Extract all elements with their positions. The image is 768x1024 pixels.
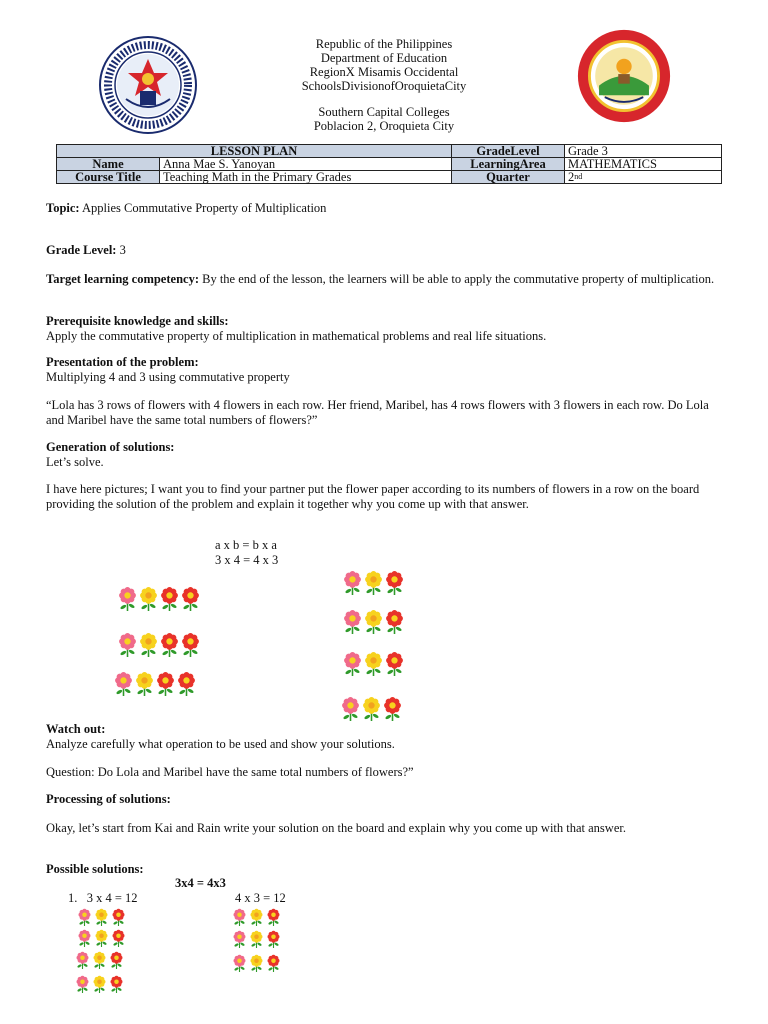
flower-icon bbox=[232, 908, 247, 926]
grade-line bbox=[46, 243, 726, 258]
quarter-suffix: nd bbox=[574, 172, 583, 181]
header-line: RegionX Misamis Occidental bbox=[309, 65, 459, 79]
grade-text: 3 bbox=[119, 243, 126, 257]
flower-icon bbox=[361, 696, 382, 721]
flower-icon bbox=[249, 954, 264, 972]
flower-icon bbox=[92, 975, 107, 993]
processing-text: Okay, let’s start from Kai and Rain write your solution on the board and explain why you come up with that answer. bbox=[46, 821, 626, 835]
flower-row bbox=[232, 930, 283, 948]
solution-equation-1: 3 x 4 = 12 bbox=[86, 891, 138, 905]
flower-icon bbox=[113, 671, 134, 696]
flower-icon bbox=[109, 975, 124, 993]
flower-row bbox=[77, 908, 128, 926]
grade-level-value: Grade 3 bbox=[565, 145, 722, 158]
target-label: Target learning competency: bbox=[46, 272, 199, 286]
flower-row bbox=[117, 586, 201, 611]
lesson-info-table bbox=[56, 144, 722, 184]
flower-row bbox=[113, 671, 197, 696]
topic-label: Topic: bbox=[46, 201, 80, 215]
flower-icon bbox=[75, 975, 90, 993]
flower-icon bbox=[384, 651, 405, 676]
flower-row bbox=[340, 696, 403, 721]
prereq-label: Prerequisite knowledge and skills: bbox=[46, 314, 229, 328]
equation-line-2: 3 x 4 = 4 x 3 bbox=[215, 552, 279, 567]
flower-row bbox=[117, 632, 201, 657]
watch-text: Analyze carefully what operation to be used and show your solutions. bbox=[46, 736, 395, 751]
flower-icon bbox=[75, 951, 90, 969]
flower-icon bbox=[342, 609, 363, 634]
course-title-value: Teaching Math in the Primary Grades bbox=[160, 171, 452, 184]
topic-line bbox=[46, 201, 726, 216]
grade-label: Grade Level: bbox=[46, 243, 117, 257]
flower-icon bbox=[340, 696, 361, 721]
generation-text: Let’s solve. bbox=[46, 454, 104, 469]
presentation-section bbox=[46, 355, 726, 384]
flower-icon bbox=[77, 908, 92, 926]
quarter-cell bbox=[565, 171, 722, 184]
flower-icon bbox=[384, 570, 405, 595]
flower-row bbox=[342, 570, 405, 595]
flower-icon bbox=[109, 951, 124, 969]
equations bbox=[215, 538, 278, 567]
flower-icon bbox=[77, 929, 92, 947]
header-line: SchoolsDivisionofOroquietaCity bbox=[301, 79, 467, 93]
flower-icon bbox=[94, 929, 109, 947]
solution-number: 1. bbox=[68, 891, 78, 905]
solution-equation-2: 4 x 3 = 12 bbox=[235, 891, 286, 905]
watch-label: Watch out: bbox=[46, 722, 106, 736]
possible-label-line bbox=[46, 862, 726, 877]
prereq-text: Apply the commutative property of multiplication in mathematical problems and real life situations. bbox=[46, 328, 547, 343]
lesson-plan-heading: LESSON PLAN bbox=[57, 145, 452, 158]
presentation-text: Multiplying 4 and 3 using commutative property bbox=[46, 369, 290, 384]
flower-row bbox=[232, 954, 283, 972]
target-paragraph bbox=[46, 272, 726, 287]
flower-icon bbox=[266, 930, 281, 948]
generation-instructions: I have here pictures; I want you to find your partner put the flower paper according to its numbers of flowers in a row on the board providing the solution of the problem and explain it together why you come up with that answer. bbox=[46, 482, 700, 511]
processing-label: Processing of solutions: bbox=[46, 792, 171, 806]
school-name: Southern Capital Colleges bbox=[318, 105, 450, 119]
course-title-label: Course Title bbox=[57, 171, 160, 184]
flower-icon bbox=[138, 632, 159, 657]
flower-icon bbox=[363, 651, 384, 676]
flower-row bbox=[77, 929, 128, 947]
flower-icon bbox=[159, 586, 180, 611]
prereq-section bbox=[46, 314, 726, 343]
flower-icon bbox=[111, 929, 126, 947]
header-line: Republic of the Philippines bbox=[315, 37, 453, 51]
flower-icon bbox=[363, 570, 384, 595]
deped-seal-icon bbox=[98, 35, 198, 135]
flower-icon bbox=[180, 586, 201, 611]
flower-icon bbox=[249, 908, 264, 926]
learning-area-value: MATHEMATICS bbox=[565, 158, 722, 171]
solution-item-1 bbox=[68, 891, 138, 906]
flower-icon bbox=[117, 632, 138, 657]
flower-row bbox=[342, 609, 405, 634]
flower-icon bbox=[180, 632, 201, 657]
flower-icon bbox=[111, 908, 126, 926]
flower-icon bbox=[266, 908, 281, 926]
flower-icon bbox=[266, 954, 281, 972]
flower-icon bbox=[92, 951, 107, 969]
flower-icon bbox=[138, 586, 159, 611]
equation-line-1: a x b = b x a bbox=[215, 538, 277, 552]
flower-icon bbox=[342, 570, 363, 595]
flower-icon bbox=[382, 696, 403, 721]
watch-question: Question: Do Lola and Maribel have the same total numbers of flowers?” bbox=[46, 765, 414, 779]
name-label: Name bbox=[57, 158, 160, 171]
flower-icon bbox=[384, 609, 405, 634]
quarter-label: Quarter bbox=[452, 171, 565, 184]
name-value: Anna Mae S. Yanoyan bbox=[160, 158, 452, 171]
flower-row bbox=[75, 975, 126, 993]
problem-quote: “Lola has 3 rows of flowers with 4 flowers in each row. Her friend, Maribel, has 4 rows flowers with 3 flowers in each row. Do Lola and Maribel have the same total numbers of flowers?” bbox=[46, 398, 709, 427]
topic-text: Applies Commutative Property of Multiplication bbox=[82, 201, 327, 215]
flower-icon bbox=[249, 930, 264, 948]
grade-level-label: GradeLevel bbox=[452, 145, 565, 158]
header-text bbox=[214, 37, 554, 133]
flower-icon bbox=[363, 609, 384, 634]
watch-section bbox=[46, 722, 726, 751]
possible-label: Possible solutions: bbox=[46, 862, 144, 876]
header-line: Department of Education bbox=[320, 51, 448, 65]
flower-icon bbox=[117, 586, 138, 611]
solution-heading: 3x4 = 4x3 bbox=[175, 876, 226, 890]
presentation-label: Presentation of the problem: bbox=[46, 355, 199, 369]
flower-icon bbox=[134, 671, 155, 696]
flower-icon bbox=[232, 930, 247, 948]
flower-icon bbox=[342, 651, 363, 676]
flower-icon bbox=[232, 954, 247, 972]
generation-section bbox=[46, 440, 726, 469]
school-seal-icon bbox=[576, 28, 672, 124]
processing-label-line bbox=[46, 792, 726, 807]
flower-row bbox=[232, 908, 283, 926]
flower-icon bbox=[155, 671, 176, 696]
flower-icon bbox=[94, 908, 109, 926]
flower-row bbox=[342, 651, 405, 676]
generation-label: Generation of solutions: bbox=[46, 440, 175, 454]
flower-icon bbox=[176, 671, 197, 696]
flower-icon bbox=[159, 632, 180, 657]
target-text: By the end of the lesson, the learners will be able to apply the commutative property of multiplication. bbox=[202, 272, 715, 286]
learning-area-label: LearningArea bbox=[452, 158, 565, 171]
school-address: Poblacion 2, Oroquieta City bbox=[313, 119, 455, 133]
quarter-value: 2 bbox=[568, 170, 575, 184]
flower-row bbox=[75, 951, 126, 969]
